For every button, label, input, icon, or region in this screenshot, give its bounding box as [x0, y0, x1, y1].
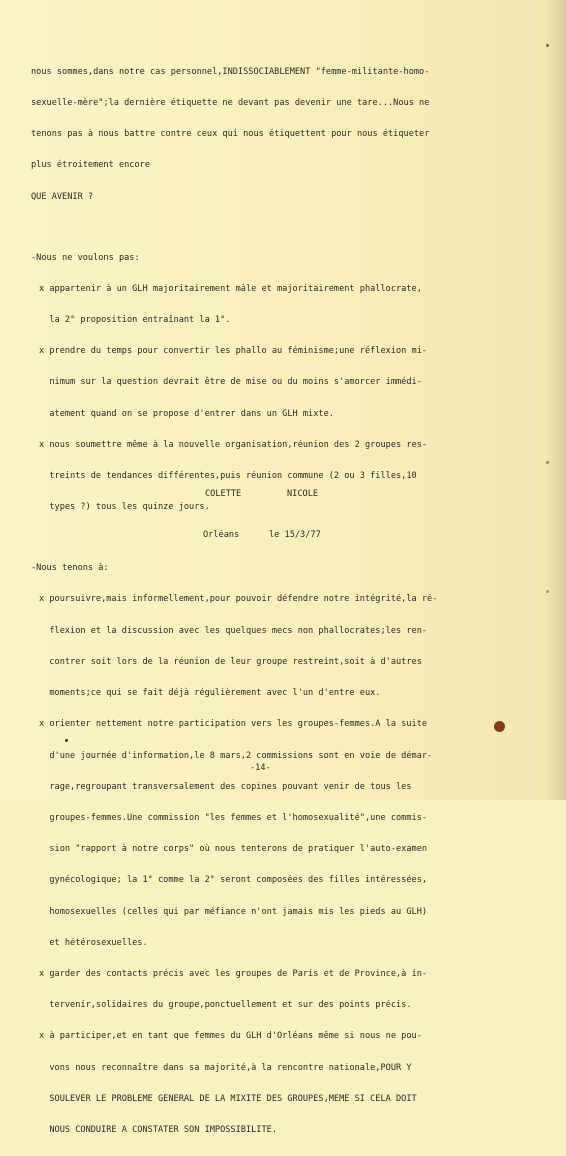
- list-item: contrer soit lors de la réunion de leur groupe restreint,soit à d'autres: [39, 656, 422, 667]
- list-heading-tenons: -Nous tenons à:: [31, 563, 109, 574]
- body-line: plus étroitement encore: [31, 160, 150, 171]
- page-edge-shadow: [546, 0, 566, 800]
- list-item: x garder des contacts précis avec les groupes de Paris et de Province,à in-: [39, 968, 428, 979]
- list-item: x orienter nettement notre participation vers les groupes-femmes.A la suite: [39, 719, 428, 730]
- section-heading: QUE AVENIR ?: [31, 191, 94, 202]
- ink-speck: [546, 590, 549, 593]
- list-item: groupes-femmes.Une commission "les femmes et l'homosexualité",une commis-: [39, 812, 428, 823]
- ink-speck: [65, 739, 68, 742]
- list-item: flexion et la discussion avec les quelques mecs non phallocrates;les ren-: [39, 625, 428, 636]
- list-item: tervenir,solidaires du groupe,ponctuellement et sur des points précis.: [39, 1000, 412, 1011]
- place-text: Orléans: [203, 530, 240, 540]
- list-item: treints de tendances différentes,puis réunion commune (2 ou 3 filles,10: [39, 471, 417, 482]
- list-item: types ?) tous les quinze jours.: [39, 502, 210, 513]
- list-item: rage,regroupant transversalement des copines pouvant venir de tous les: [39, 781, 412, 792]
- list-item: x poursuivre,mais informellement,pour pouvoir défendre notre intégrité,la ré-: [39, 594, 438, 605]
- body-line: tenons pas à nous battre contre ceux qui nous étiquettent pour nous étiqueter: [31, 129, 430, 140]
- body-line: nous sommes,dans notre cas personnel,INDISSOCIABLEMENT "femme-militante-homo-: [31, 66, 430, 77]
- list-item: x prendre du temps pour convertir les phallo au féminisme;une réflexion mi-: [39, 346, 428, 357]
- list-item: et hétérosexuelles.: [39, 937, 148, 948]
- list-heading-ne-voulons: -Nous ne voulons pas:: [31, 252, 140, 263]
- list-item: homosexuelles (celles qui par méfiance n'ont jamais mis les pieds au GLH): [39, 906, 428, 917]
- typed-text-block: [31, 46, 511, 1156]
- list-item: NOUS CONDUIRE A CONSTATER SON IMPOSSIBILITE.: [39, 1124, 277, 1135]
- list-item: gynécologique; la 1° comme la 2° seront composées des filles intéressées,: [39, 875, 428, 886]
- list-item: d'une journée d'information,le 8 mars,2 commissions sont en voie de démar-: [39, 750, 433, 761]
- date-text: le 15/3/77: [269, 530, 321, 540]
- list-item: atement quand on se propose d'entrer dans un GLH mixte.: [39, 408, 334, 419]
- list-item: sion "rapport à notre corps" où nous tenterons de pratiquer l'auto-examen: [39, 844, 428, 855]
- list-item: la 2° proposition entraînant la 1°.: [39, 315, 231, 326]
- list-item: moments;ce qui se fait déjà régulièrement avec l'un d'entre eux.: [39, 688, 381, 699]
- push-pin-mark: [494, 721, 505, 732]
- body-line: sexuelle-mère";la dernière étiquette ne devant pas devenir une tare...Nous ne: [31, 98, 430, 109]
- signature-colette: COLETTE: [205, 489, 242, 499]
- list-item: nimum sur la question devrait être de mise ou du moins s'amorcer immédi-: [39, 377, 422, 388]
- list-item: vons nous reconnaître dans sa majorité,à la rencontre nationale,POUR Y: [39, 1062, 412, 1073]
- list-item: SOULEVER LE PROBLEME GENERAL DE LA MIXITE DES GROUPES,MEME SI CELA DOIT: [39, 1093, 417, 1104]
- ink-speck: [546, 461, 549, 464]
- list-item: x à participer,et en tant que femmes du GLH d'Orléans même si nous ne pou-: [39, 1031, 422, 1042]
- signature-nicole: NICOLE: [287, 489, 319, 499]
- ink-speck: [546, 44, 549, 47]
- list-item: x nous soumettre même à la nouvelle organisation,réunion des 2 groupes res-: [39, 439, 428, 450]
- page-number: -14-: [250, 763, 271, 773]
- list-item: x appartenir à un GLH majoritairement mâle et majoritairement phallocrate,: [39, 283, 422, 294]
